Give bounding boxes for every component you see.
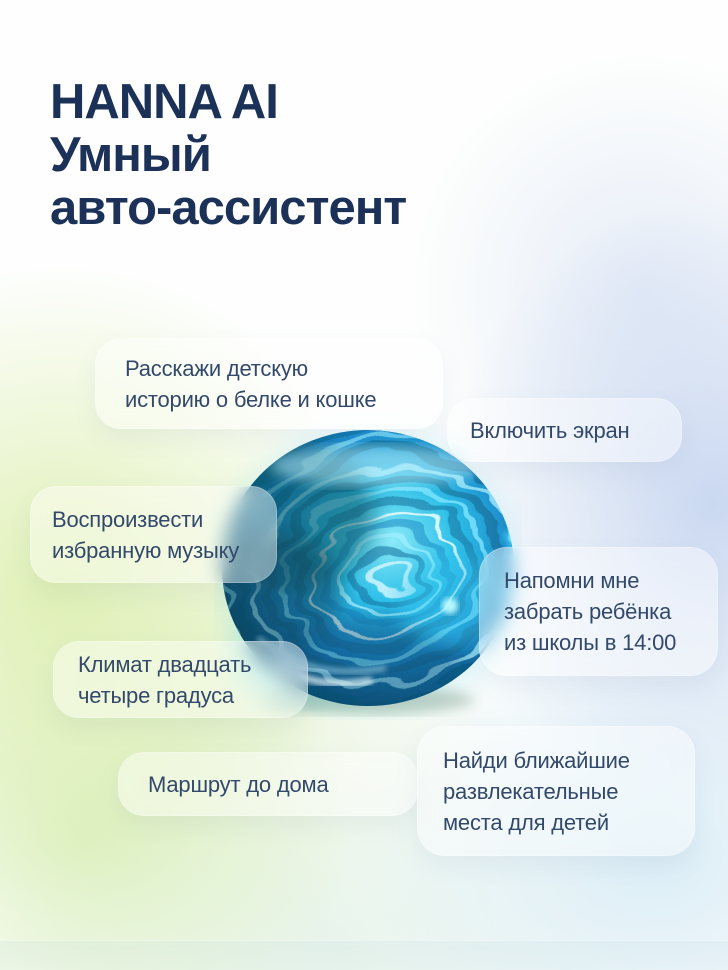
chip-route-line-1: Маршрут до дома <box>148 771 329 797</box>
bottom-gradient-band <box>0 940 728 970</box>
chip-places-line-3: места для детей <box>443 809 609 835</box>
chip-story-line-1: Расскажи детскую <box>125 355 308 381</box>
chip-reminder-line-1: Напомни мне <box>504 568 640 593</box>
chip-climate[interactable] <box>53 641 308 718</box>
chip-climate-line-2: четыре градуса <box>78 682 234 708</box>
chip-story[interactable] <box>95 338 443 429</box>
chip-reminder[interactable] <box>479 547 718 676</box>
chip-story-line-2: историю о белке и кошке <box>125 386 377 412</box>
chip-reminder-line-3: из школы в 14:00 <box>504 630 677 655</box>
brand-name: HANNA AI <box>50 75 278 129</box>
chip-climate-line-1: Климат двадцать <box>78 651 252 677</box>
chip-route[interactable] <box>118 752 418 816</box>
title-line-1: Умный <box>50 128 211 182</box>
chip-places-line-1: Найди ближайшие <box>443 747 630 773</box>
chip-screen-line-1: Включить экран <box>470 417 630 443</box>
chip-music[interactable] <box>30 486 277 583</box>
page-title <box>50 76 406 235</box>
chip-music-line-1: Воспроизвести <box>52 506 204 532</box>
title-line-2: авто-ассистент <box>50 181 407 235</box>
chip-reminder-line-2: забрать ребёнка <box>504 599 672 624</box>
chip-places-line-2: развлекательные <box>443 778 619 804</box>
chip-music-line-2: избранную музыку <box>52 537 240 563</box>
chip-screen[interactable] <box>447 398 682 462</box>
chip-places[interactable] <box>417 726 695 856</box>
